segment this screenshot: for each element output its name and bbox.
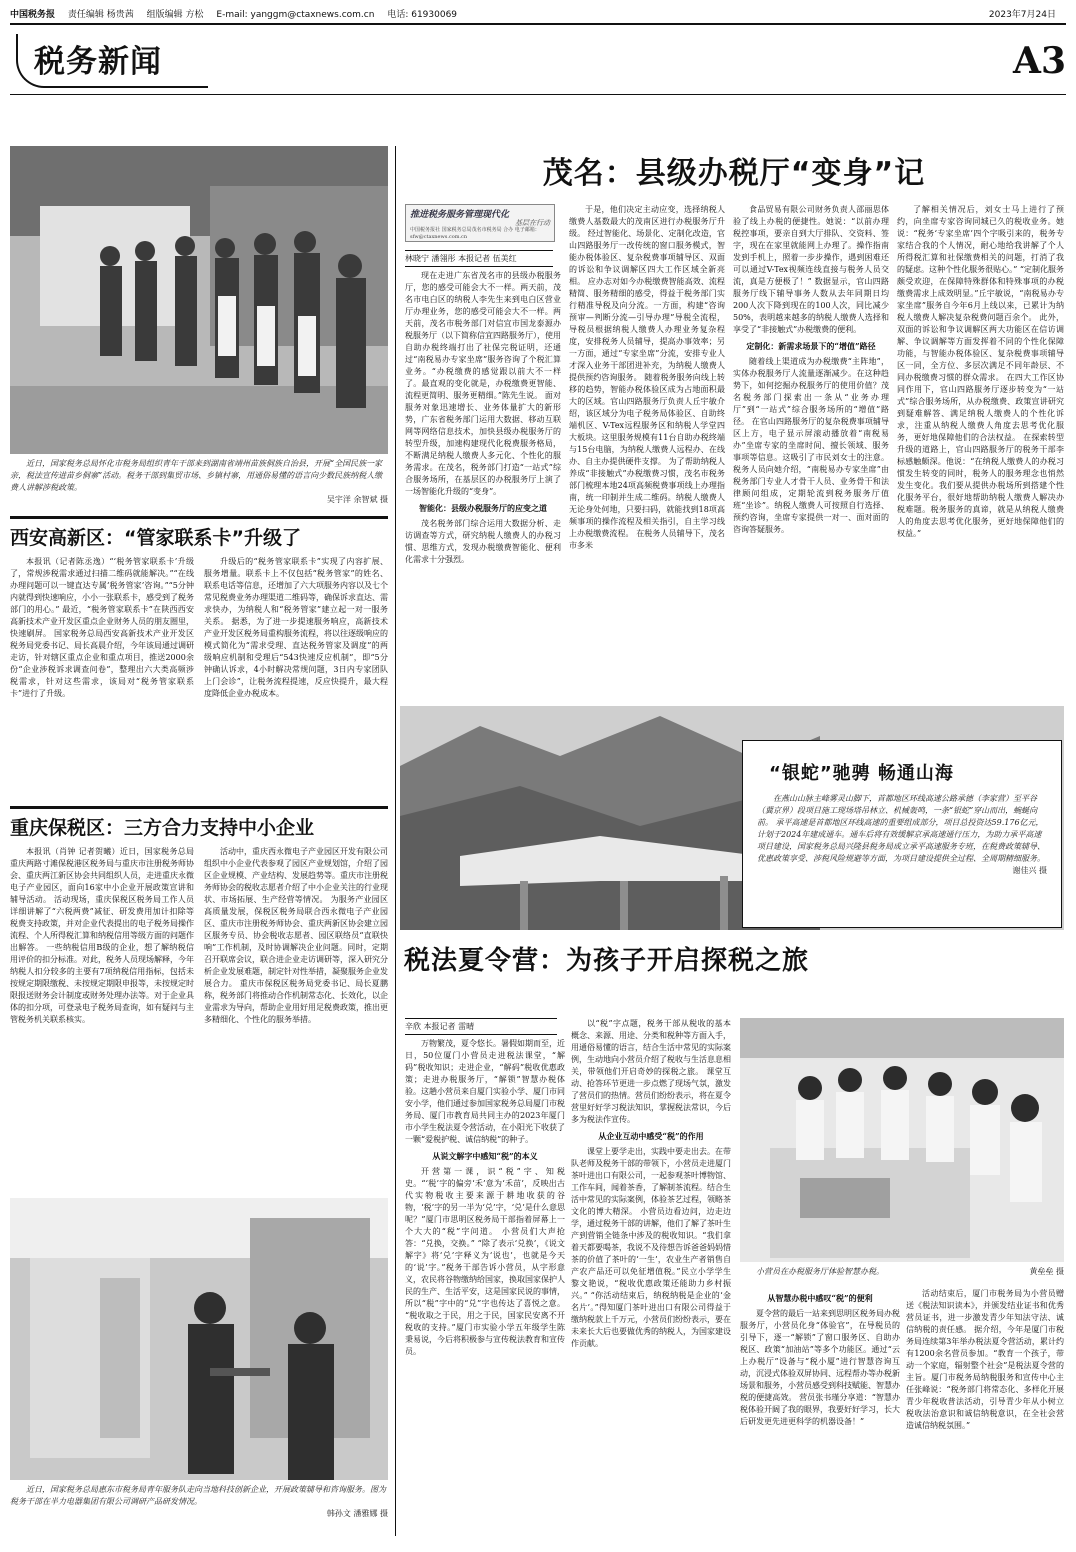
photo-enterprise-visit-art	[10, 1198, 388, 1480]
article-maoming-text1: 现在走进广东省茂名市的县级办税服务厅，您的感受可能会大不一样。两天前，茂名市电白区的纳税人李先生来到电白区营业厅办理业务，您的感受可能会大不一样。两天前，茂名市税务部门对信宜市国龙泰源办税服务厅（以下简称信宜四路服务厅），使用自助办税终端打出了社保完税证明，还通过“南税易办专家坐席”服务咨询了个税汇算业务。“办税缴费的感觉跟以前大不一样了。最直观的变化就是，办税缴费更智能、流程更简明、服务更精细。”陈先生说。 面对服务对象迅速增长、业务体量扩大的新形势，广东省税务部门运用大数据、移动互联网等网络信息技术，加快县级办税服务厅的转型升级，加速构建现代化税费服务格局，不断满足纳税人缴费人多元化、个性化的服务需求。在茂名，税务部门打造“一站式”综合服务场所，在基层区的办税服务厅上演了一场智能化升级的“变身”。	[405, 271, 561, 496]
layout-editor: 组版编辑 方松	[146, 10, 204, 20]
article-chongqing-col1	[10, 846, 194, 1186]
paper-name: 中国税务报	[10, 10, 56, 20]
article-maoming-col3	[733, 204, 889, 682]
article-camp-text3: 夏令营的最后一站来到思明区税务局办税服务厅，小营员化身“体验官”，在导税员的引导下，逐一“解锁”了窗口服务区、自助办税区、政策“加油站”等多个功能区。通过“云上办税厅”设备与“税小厦”进行智慧咨询互动，沉浸式体验双屏协同、远程帮办等办税新场景和服务，小营员感受到科技赋能、智慧办税的便捷高效。 营员张书瑾分享道：“智慧办税体验开阔了我的眼界，我要好好学习，长大后研发更先进更科学的机器设备！”	[740, 1309, 900, 1426]
header-bottom-rule	[10, 94, 1066, 95]
article-maoming-col2	[569, 204, 725, 682]
photo-enterprise-visit-caption	[10, 1484, 388, 1520]
article-xian-col1	[10, 556, 194, 794]
article-camp-text2b: 课堂上要学走出，实践中要走出去。在带队老师及税务干部的带领下，小营员走进厦门茶叶进出口有限公司，一起参观茶叶博物馆、工作车间，闻着茶香，了解制茶流程。结合生活中常见的实际案例，体验茶艺过程，领略茶文化的博大精深。 小营员边看边问，边走边学，通过税务干部的讲解，他们了解了茶叶生产到营销全链条中涉及的税收知识。“我们拿着天都要喝茶，我说不及待想告诉爸爸妈妈惜茶的价值了茶叶的‘一生’，农业生产者销售自产农产品还可以免征增值税。”民立小学学生黎文艳说，“税收优惠政策还能助力乡村振兴。” “你活动结束后，纳税纳税是企业的‘金名片’。”得知厦门茶叶进出口有限公司得益于缴纳税款上千万元，小营员们纷纷表示，要在未来长大后也要做优秀的纳税人，为国家建设作贡献。	[571, 1147, 731, 1348]
column-logo-title: 推进税务服务管理现代化	[410, 210, 510, 220]
column-logo	[405, 204, 555, 242]
headline-summer-camp: 税法夏令营：为孩子开启探税之旅	[404, 946, 810, 976]
article-camp-text4: 活动结束后，厦门市税务局为小营员赠送《税法知识读本》，并颁发结业证书和优秀营员证书，进一步激发青少年知法守法、诚信纳税的责任感。 据介绍，今年是厦门市税务局连续第3年举办税法夏令营活动，累计约有1200余名营员参加。“教育一个孩子，带动一个家庭，辐射整个社会”是税法夏令营的主旨。厦门市税务局纳税服务和宣传中心主任张峰说：“税务部门将常态化、多样化开展青少年税收普法活动，引导青少年从小树立税收法治意识和诚信纳税意识，在全社会营造诚信纳税氛围。”	[906, 1289, 1064, 1430]
article-camp-text1b: 开营第一课，识“税”字、知税史。“‘税’字的偏旁‘禾’意为‘禾苗’，反映出古代实物税收主要来源于耕地收获的谷物，‘税’字的另一半为‘兑’字，‘兑’是什么意思呢？”厦门市思明区税务局干部指着屏幕上一个大大的“税”字问道。 小营员们大声抢答：“兑换，交换。” “除了表示‘兑换’，《说文解字》将‘兑’字释义为‘说也’，也就是今天的‘说’字。”税务干部告诉小营员，从字形意义，农民将谷物缴纳给国家，换取国家保护人民的生产、生活平安，这是国家民说的事情，所以“税”字中的“兑”字也传达了喜悦之意。 “税收取之于民，用之于民，国家民安离不开税收的支持。”厦门市实验小学五年级学生陈秉易说，今后将积极参与宣传税法教育和宣传员。	[405, 1167, 565, 1356]
article-maoming-text4: 了解相关情况后，刘女士马上进行了预约，向坐席专家咨询同城已久的税收业务。她说：“税务‘专家坐席’四个字吸引来的，税务专家结合我的个人情况，耐心地给我讲解了个人所得税汇算和社保缴费相关的问题，打消了我的疑虑。这种个性化服务很贴心。” “定制化服务颇受欢迎，在保障特殊群体和特殊事项的办税缴费需求上成效明显。”丘宇敏说，“南税易办专家坐席”服务自今年6月上线以来，已累计为纳税人缴费人解决复杂税费问题百余个。 此外，双面的诉讼和争议调解区两大功能区在信访调解、争议调解等方面发挥着不同的个性化保障功能，与智能办税体验区、复杂税费事项辅导区一同，全方位、多层次满足不同年龄层、不同办税缴费习惯的群众需求。 在四大工作区协同作用下，官山四路服务厅逐步转变为“一站式”综合服务场所，从办税缴费、政策宣讲研究到疑难解答、满足纳税人缴费人的个性化诉求，注重从纳税人缴费人角度去思考优化服务，更好地保障他们的合法权益。 在探索转型升级的道路上，官山四路服务厅的税务干部李标感触颇深。他说：“在纳税人缴费人的办税习惯发生转变的同时，税务人的服务理念也悄然发生变化。我们要从提供办税场所到搭建个性化服务平台，很好地帮助纳税人缴费人解决办税难题。税务服务的真谛，就是从纳税人缴费人的角度去思考优化服务，更好地保障他们的权益。”	[897, 205, 1064, 538]
column-divider	[395, 146, 396, 1536]
editor: 责任编辑 杨贵茜	[67, 10, 134, 20]
header-rule	[10, 23, 1066, 25]
article-camp-subhead2: 从企业互动中感受“税”的作用	[598, 1131, 704, 1141]
section-title: 税务新闻	[34, 44, 162, 80]
article-xian-text1: 本报讯（记者陈丞逸）“‘税务管家联系卡’升级了，常规涉税需求通过扫描二维码就能解决。”“在线办理问题可以一键直达专属‘税务管家’咨询。”“5分钟内就得到快速响应，小小一张联系卡，感受到了税务部门的用心。” 最近，“税务管家联系卡”在陕西西安高新技术产业开发区重点企业财务人员的朋友圈里，快速刷屏。 国家税务总局西安高新技术产业开发区税务局党委书记、局长高晨介绍，今年该局通过调研走访，针对辖区重点企业和重点项目，推送2000余份“企业涉税诉求调查问卷”，整理出六大类高频涉税需求，针对这些需求，该局对“税务管家联系卡”进行了升级。	[10, 557, 194, 698]
headline-maoming: 茂名：县级办税厅“变身”记	[542, 156, 926, 191]
article-maoming-text1b: 茂名税务部门综合运用大数据分析、走访调查等方式，研究纳税人缴费人的办税习惯、思维方式，发现办税缴费智能化、便利化需求十分强烈。	[405, 519, 561, 564]
snake-caption-box	[742, 740, 1062, 928]
email: E-mail: yanggm@ctaxnews.com.cn	[216, 10, 375, 20]
article-camp-text1: 万物繁茂，夏令悠长。暑假如期而至，近日，50位厦门小营员走进税法课堂，“解码”税收知识；走进企业，“解码”税收优惠政策；走进办税服务厅，“解锁”智慧办税体验。这趟小营员来自厦门实验小学、厦门市同安小学，他们通过参加国家税务总局厦门市税务局、厦门市教育局共同主办的2023年厦门市小学生税法夏令营活动，在小阳光下收获了一颗“爱税护税、诚信纳税”的种子。	[405, 1039, 565, 1144]
article-chongqing-col2	[204, 846, 388, 1186]
article-camp-col4	[906, 1288, 1064, 1542]
article-maoming-text3b: 随着线上渠道成为办税缴费“主阵地”，实体办税服务厅人流量逐渐减少。在这种趋势下，如何挖掘办税服务厅的使用价值？茂名税务部门探索出一条从“业务办理厅”到“一站式”综合服务场所的“增值”路径。 在官山四路服务厅的复杂税费事项辅导区上方，电子显示屏滚动播放着“南税易办”坐席专家的坐席时间、擅长领域、服务事项等信息。这吸引了市民刘女士的注意。 税务人员向她介绍，“南税易办专家坐席”由税务部门专业人才骨干人员、业务骨干和法律顾问组成，定期轮流到税务服务厅值班“坐诊”。纳税人缴费人可按照自行选择、预约咨询，坐席专家提供一对一、面对面的咨询答疑服务。	[733, 357, 889, 534]
article-maoming-text2: 于是，他们决定主动应变，选择纳税人缴费人基数最大的茂南区进行办税服务厅升级。 经过智能化、场景化、定制化改造，官山四路服务厅一改传统的窗口服务模式，智能办税体验区、复杂税费事项辅导区、双面的诉讼和争议调解区四大工作区域全新亮相。 应办志对如今办税缴费智能高效、流程精简、服务精细的感受，得益于税务部门实行精准导税及向分流。一方面，构建“咨询预审—判断分流—引导办理”导税全流程，导税员根据纳税人缴费人办理业务复杂程度，安排税务人员辅导，提高办事效率；另一方面，通过“专家坐席”分流，安排专业人才深入业务干部团进补充，为纳税人缴费人提供预约咨询服务。 随着税务服务向线上转移的趋势，智能办税体验区成为占地面积最大的区域。官山四路服务厅负责人丘宇敏介绍，该区域分为电子税务局体验区、自助终端机区、V-Tex远程服务区和纳税人学堂四大板块。这里服务规模有11台自助办税终端与15台电脑，为纳税人缴费人远程办、在线办、自主办提供硬件支撑。 为了帮助纳税人养成“非接触式”办税缴费习惯，茂名市税务部门梳理本地24项高频税费事项线上办理指南，统一印制并生成二维码。纳税人缴费人无论身处何地，只要扫码，就能找到18项高频事项的操作流程及相关指引，自主学习线上办税缴费流程。 在税务人员辅导下，茂名市多米	[569, 205, 725, 550]
headline-silver-snake: “银蛇”驰骋 畅通山海	[769, 763, 954, 784]
column-logo-small: 中国税务报社 国家税务总局茂名市税务局 合办 电子邮箱：sfw@ctaxnews.com.cn	[410, 227, 540, 240]
article-maoming-subhead2: 定制化：新需求场景下的“增值”路径	[746, 341, 876, 351]
headline-chongqing: 重庆保税区：三方合力支持中小企业	[10, 806, 388, 841]
photo-tax-promotion	[10, 146, 388, 454]
article-xian-col2	[204, 556, 388, 794]
article-maoming-col1	[405, 270, 561, 682]
photo-tax-promotion-credit: 吴宇洋 余智斌 摄	[326, 495, 388, 504]
photo-enterprise-visit-caption-text: 近日，国家税务总局惠东市税务局青年服务队走向当地科技创新企业，开展政策辅导和咨询服务。图为税务干部在半力电器集团有限公司调研产品研发情况。	[10, 1485, 386, 1506]
snake-credit: 谢佳兴 摄	[1012, 866, 1047, 875]
article-camp-subhead3: 从智慧办税中感叹“税”的便利	[767, 1293, 873, 1303]
page-number: A3	[1013, 40, 1066, 82]
phone: 电话: 61930069	[387, 10, 458, 20]
article-camp-col1	[405, 1038, 565, 1542]
article-camp-col3	[740, 1288, 900, 1542]
summer-camp-authors: 辛欣 本报记者 雷晴	[405, 1018, 557, 1035]
article-xian-text2: 升级后的“税务管家联系卡”实现了内容扩展、服务增量。联系卡上不仅包括“税务管家”的姓名、联系电话等信息，还增加了六大项服务内容以及七个常见税费业务办理渠道二维码等，确保诉求直达、需求快办，为纳税人和“税务管家”建立起一对一服务关系。 据悉，为了进一步提速服务响应，高新技术产业开发区税务局重构服务流程，将以往逐级响应的模式简化为“需求受理、直达税务管家及调度”的两级响应机制和受理后“543快速反应机制”，即“5分钟确认诉求，4小时解决常规问题，3日内专家团队上门会诊”，让税务流程提速，反应快提升，最大程度降低企业办税成本。	[204, 557, 388, 698]
article-chongqing-text2: 活动中，重庆西永微电子产业园区开发有限公司组织中小企业代表参观了园区产业规划馆，介绍了园区企业规模、产业结构、发展趋势等。重庆市注册税务师协会的税收志愿者介绍了中小企业关注的行业现状、市场拓展、生产经营等情况。 为服务产业园区高质量发展，保税区税务局联合西永微电子产业园区、重庆市注册税务师协会、重庆两新区协会建立园区服务专员、协会税收志愿者、园区联络员“直联快响”工作机制，及时协调解决企业问题。同时，定期召开联席会议，联合进企业走访调研等，深入研究分析企业发展难题，制定针对性举措，凝聚服务企业发展合力。 重庆市保税区税务局党委书记、局长夏鹏称，税务部门将推动合作机制常态化、长效化，以企业需求为导向，帮助企业用好用足税费政策，推出更多精细化、个性化的服务举措。	[204, 847, 388, 1024]
maoming-authors: 林晓宁 潘翎彤 本报记者 伍美红	[405, 250, 553, 267]
snake-caption-text: 在燕山山脉主峰雾灵山脚下，首都地区环线高速公路承德（李家营）至平谷（冀京界）段项目施工现场塔吊林立、机械轰鸣，一条“银蛇”穿山而出，蜿蜒向前。 承平高速是首都地区环线高速的重要组成部分，项目总投资达59.176亿元，计划于2024年建成通车。通车后将有效缓解京承高速通行压力，为助力承平高速项目建设，国家税务总局兴隆县税务局成立承平高速服务专班，在税费政策辅导、优惠政策享受、涉税风险规避等方面，为项目建设提供全过程、全周期精细服务。	[757, 794, 1045, 863]
photo-tax-promotion-caption-text: 近日，国家税务总局怀化市税务局组织青年干部来到湖南省靖州苗族侗族自治县，开展“全国民族一家亲，税法宣传进苗乡侗寨”活动。税务干部到集贸市场、乡镇村寨，用通俗易懂的语言向少数民族纳税人缴费人讲解涉税政策。	[10, 459, 383, 492]
article-maoming-text3: 食品贸易有限公司财务负责人邵丽思体验了线上办税的便捷性。她说：“以前办理税控事项，要亲自到大厅排队、交资料、签字，现在在家里就能网上办理了。操作指南发到手机上，照着一步步操作，遇到困难还可以通过V-Tex视频连线直接与税务人员交流，真是方便极了！” 数据显示，官山四路服务厅线下辅导事务人数从去年同期日均200人次下降到现在的100人次，同比减少50%，表明越来越多的纳税人缴费人选择和享受了“非接触式”办税缴费的便利。	[733, 205, 889, 334]
article-maoming-col4	[897, 204, 1064, 682]
article-maoming-subhead1: 智能化：县级办税服务厅的应变之道	[419, 503, 547, 513]
photo-camp-kids-art	[740, 1018, 1064, 1262]
page-header	[10, 8, 1066, 22]
column-logo-subtitle: 基层在行动	[515, 219, 550, 227]
photo-enterprise-visit-credit: 韩孙文 潘雅娜 摄	[326, 1509, 388, 1518]
issue-date: 2023年7月24日	[988, 10, 1056, 20]
photo-tax-promotion-caption	[10, 458, 388, 506]
camp-photo-credit: 黄垒垒 摄	[1029, 1267, 1064, 1276]
photo-tax-promotion-art	[10, 146, 388, 454]
photo-camp-kids	[740, 1018, 1064, 1262]
camp-photo-caption-text: 小营员在办税服务厅体验智慧办税。	[756, 1267, 884, 1276]
photo-enterprise-visit	[10, 1198, 388, 1480]
snake-caption	[743, 793, 1061, 877]
headline-xian: 西安高新区：“管家联系卡”升级了	[10, 516, 388, 551]
article-chongqing-text1: 本报讯（肖钟 记者贺曦）近日，国家税务总局重庆两路寸滩保税港区税务局与重庆市注册税务师协会、重庆两江新区协会共同组织人员，走进重庆永微电子产业园区，面向16家中小企业开展政策宣讲和辅导活动。 活动现场，重庆保税区税务局工作人员详细讲解了“六税两费”减征、研发费用加计扣除等税费支持政策，并对企业代表提出的电子税务局操作流程、个人所得税汇算和纳税信用等级方面的问题作出解答。 一些纳税信用B级的企业，想了解纳税信用评价的扣分标准。对此，税务人员现场解释，今年纳税人扣分较多的主要有7项纳税信用指标，包括未按规定期限缴税、未按规定期限申报等，未按规定时限报送财务会计制度或财务处理办法等。对于企业具体的扣分项，可登录电子税务局查询，如有疑问与主管税务机关联系核实。	[10, 847, 194, 1024]
article-camp-subhead1: 从说文解字中感知“税”的本义	[432, 1151, 538, 1161]
camp-photo-caption	[740, 1266, 1064, 1278]
article-camp-col2	[571, 1018, 731, 1542]
article-camp-text2: 以“税”字点题，税务干部从税收的基本概念、来源、用途、分类和税种等方面入手，用通俗易懂的语言，结合生活中常见的实际案例，生动地向小营员介绍了税收与生活息息相关，带领他们开启奇妙的探税之旅。 课堂互动、抢答环节更进一步点燃了现场气氛，激发了营员们的热情。营员们纷纷表示，将在夏令营里好好学习税法知识，掌握税法常识，今后多为税法作宣传。	[571, 1019, 731, 1124]
